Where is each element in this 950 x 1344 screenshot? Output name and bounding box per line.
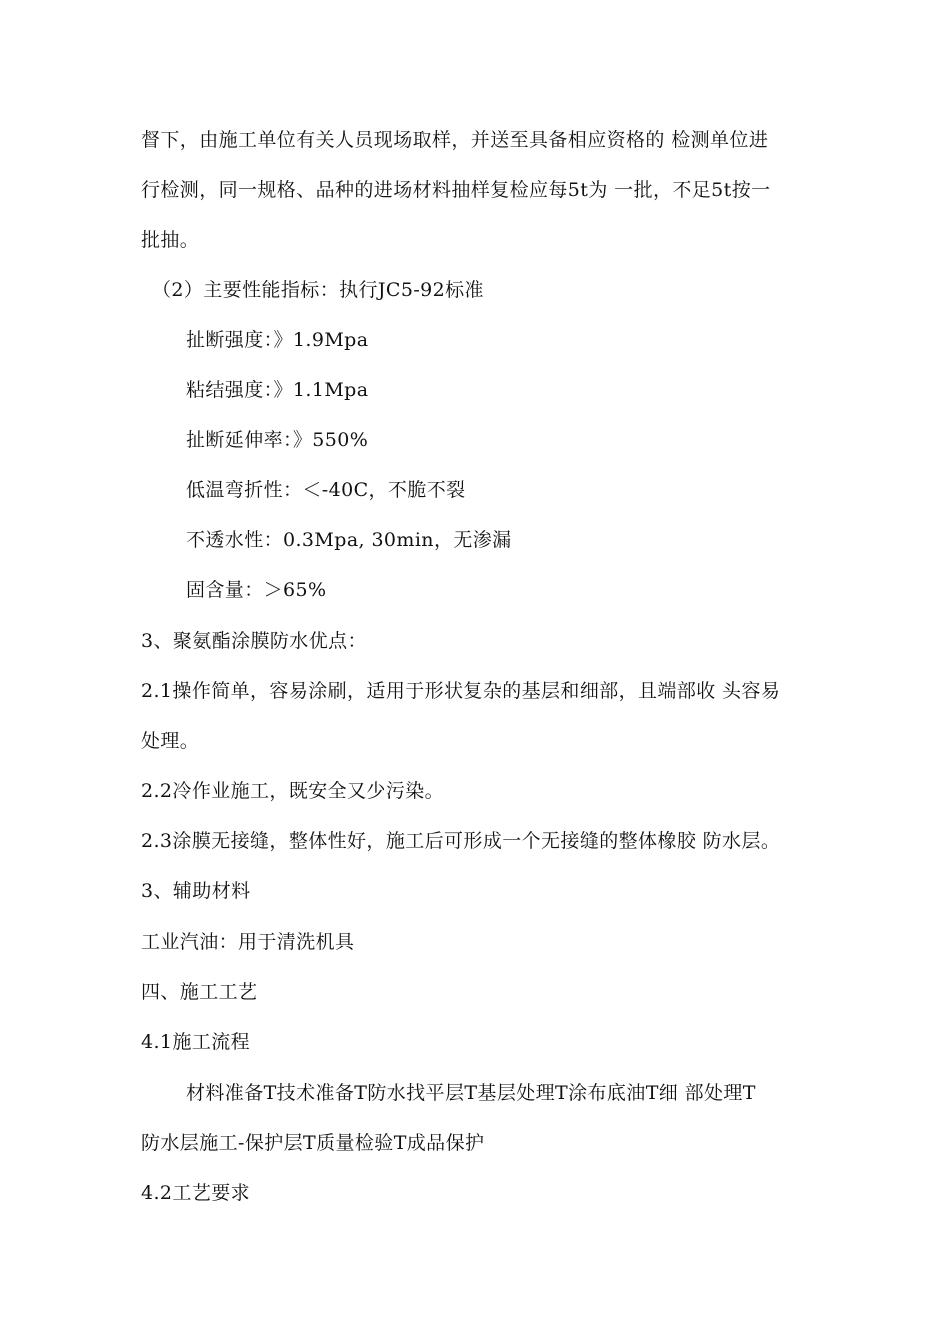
- advantage-2-1-line-2: 处理。: [141, 730, 200, 752]
- advantage-2-2: 2.2冷作业施工，既安全又少污染。: [141, 780, 445, 802]
- auxiliary-gasoline: 工业汽油：用于清洗机具: [141, 931, 355, 953]
- subsection-heading-4-1: 4.1施工流程: [141, 1031, 251, 1053]
- paragraph-line-1: 督下，由施工单位有关人员现场取样，并送至具备相应资格的 检测单位进: [141, 129, 769, 151]
- process-flow-line-2: 防水层施工-保护层T质量检验T成品保护: [141, 1132, 485, 1154]
- section-heading-auxiliary: 3、辅助材料: [141, 880, 251, 902]
- process-flow-line-1: 材料准备T技术准备T防水找平层T基层处理T涂布底油T细 部处理T: [186, 1082, 756, 1104]
- section-heading-performance: （2）主要性能指标：执行JC5-92标准: [152, 279, 484, 301]
- section-heading-advantages: 3、聚氨酯涂膜防水优点：: [141, 630, 367, 652]
- spec-elongation: 扯断延伸率：》550%: [186, 429, 369, 451]
- paragraph-line-2: 行检测，同一规格、品种的进场材料抽样复检应每5t为 一批，不足5t按一: [141, 179, 771, 201]
- advantage-2-3: 2.3涂膜无接缝，整体性好，施工后可形成一个无接缝的整体橡胶 防水层。: [141, 830, 781, 852]
- advantage-2-1-line-1: 2.1操作简单，容易涂刷，适用于形状复杂的基层和细部，且端部收 头容易: [141, 680, 781, 702]
- spec-impermeability: 不透水性：0.3Mpa, 30min，无渗漏: [186, 529, 512, 551]
- section-heading-construction-process: 四、施工工艺: [141, 981, 258, 1003]
- paragraph-line-3: 批抽。: [141, 229, 200, 251]
- spec-solid-content: 固含量：＞65%: [186, 579, 327, 601]
- spec-bond-strength: 粘结强度：》1.1Mpa: [186, 379, 369, 401]
- subsection-heading-4-2: 4.2工艺要求: [141, 1182, 251, 1204]
- spec-low-temp-flexibility: 低温弯折性：＜-40C，不脆不裂: [186, 479, 466, 501]
- spec-tensile-strength: 扯断强度：》1.9Mpa: [186, 329, 369, 351]
